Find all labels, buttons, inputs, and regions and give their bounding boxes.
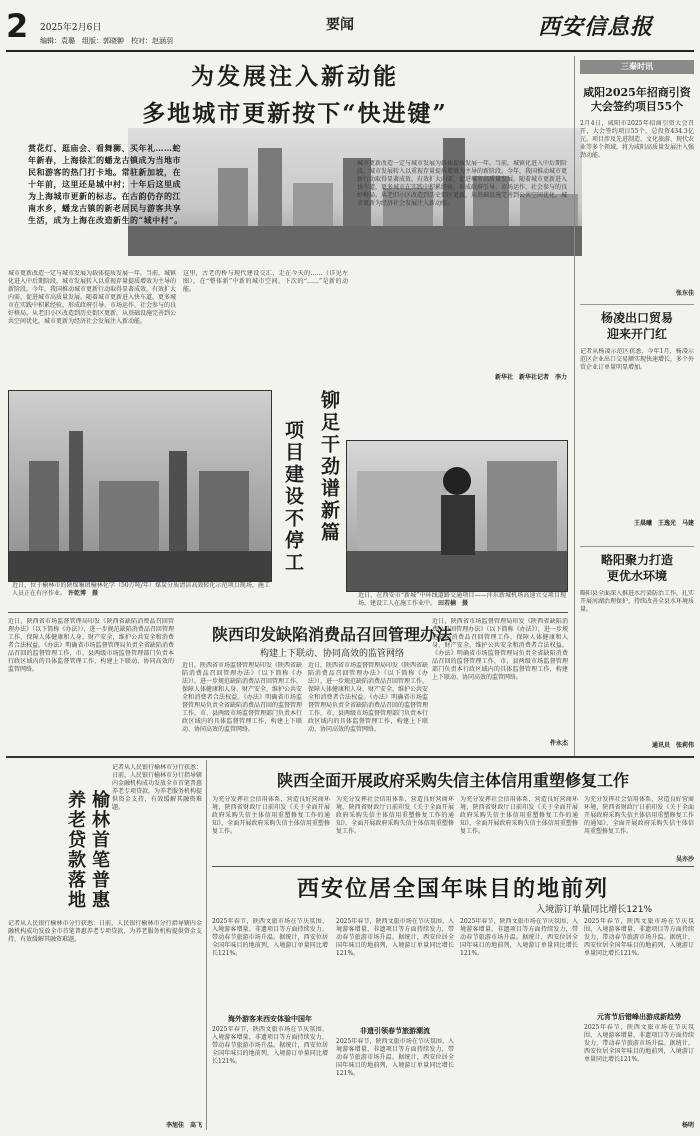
issue-date: 2025年2月6日 (40, 23, 102, 33)
masthead-logo: 西安信息报 (538, 14, 654, 40)
tourism-subheadline: 入境游订单量同比增长121% (536, 905, 652, 915)
header-rule (6, 50, 694, 52)
sidebar-item-title-2: 杨凌出口贸易 (600, 311, 673, 325)
lower-rule (6, 756, 694, 758)
credit-body-col3: 为充分发挥社会信用体系，营造良好营商环境，陕西省财政厅日前印发《关于全面开展政府采购失信主体信用重塑修复工作的通知》，全面开展政府采购失信主体信用重塑修复工作。 (460, 796, 578, 835)
sidebar-item-title-3b: 更优水环境 (606, 569, 667, 583)
yulin-body-bottom: 记者从人民银行榆林市分行获悉：日前，人民银行榆林市分行指导辖内金融机构成功发放全市首笔普惠养老专项贷款，为养老服务机构提供资金支持，有效缓解其融资难题。 (8, 920, 202, 943)
lead-body-col1: 城市更新改造一定与城市发展为载体提质发展一年。当前，城镇化进入中后期阶段，城市发展转入以重视存量提质增效为主导的新阶段。今年，我国推动城市更新行动取得显著成效，有效扩大内需，促进城市高质量发展。随着城市更新进入快车道，更多城市在实践中积累经验，形成政府引导、市场运作、社会参与的良好格局。从老旧小区改造到历史街区更新，从基础设施完善到公共空间优化，城市更新为经济社会发展注入新动能。 (8, 270, 176, 325)
sidebar-item-title-1: 咸阳2025年招商引资 (583, 86, 691, 99)
feature-photo-right (346, 440, 568, 592)
sidebar-item-lueyang (580, 552, 694, 752)
sidebar-divider (574, 56, 575, 756)
caption-right-credit: 田若楠 摄 (437, 600, 468, 607)
tourism-subhead-3: 元宵节后错峰出游成新趋势 (597, 1013, 681, 1021)
caption-left-credit: 许乾博 摄 (67, 590, 98, 597)
sidebar-item-xianyang (580, 86, 694, 298)
tourism-body-col4b: 2025年春节，陕西文旅市场在节庆氛围、入境游客增量、非遗项目等方面持续发力，带动春节旅游市场升温。据统计，西安位居全国年味目的地前列，入境游订单量同比增长121%。 (584, 1024, 694, 1063)
industrial-plant-illustration (9, 391, 271, 581)
sidebar-item-title-2b: 迎来开门红 (606, 327, 667, 341)
lead-body-col3: 城市更新改造一定与城市发展为载体提质发展一年。当前，城镇化进入中后期阶段，城市发展转入以重视存量提质增效为主导的新阶段。今年，我国推动城市更新行动取得显著成效，有效扩大内需，促进城市高质量发展。随着城市更新进入快车道，更多城市在实践中积累经验，形成政府引导、市场运作、社会参与的良好格局。从老旧小区改造到历史街区更新，从基础设施完善到公共空间优化，城市更新为经济社会发展注入新动能。 (357, 160, 567, 207)
tourism-body-col1b: 2025年春节，陕西文旅市场在节庆氛围、入境游客增量、非遗项目等方面持续发力，带动春节旅游市场升温。据统计，西安位居全国年味目的地前列，入境游订单量同比增长121%。 (212, 1026, 328, 1065)
tourism-headline: 西安位居全国年味目的地前列 (296, 876, 609, 902)
sidebar-item-body-3: 略阳县全面深入推进水污染防治工作，扎实开展河湖治理保护，持续改善全县水环境质量。 (580, 590, 694, 613)
recall-body-col1: 近日，陕西省市场监督管理局印发《陕西省缺陷消费品召回管理办法》（以下简称《办法》），进一步规范缺陷消费品召回管理工作，保障人体健康和人身、财产安全，维护公共安全和消费者合法权益。《办法》明确省市场监督管理局负责全省缺陷消费品召回的监督管理工作，市、县两级市场监督管理部门负责本行政区域内的具体监督管理工作，构建上下联动、协同高效的监管网络。 (8, 618, 174, 673)
recall-headline: 陕西印发缺陷消费品召回管理办法 (211, 625, 452, 644)
recall-body-col3: 近日，陕西省市场监督管理局印发《陕西省缺陷消费品召回管理办法》（以下简称《办法》），进一步规范缺陷消费品召回管理工作，保障人体健康和人身、财产安全，维护公共安全和消费者合法权益。《办法》明确省市场监督管理局负责全省缺陷消费品召回的监督管理工作，市、县两级市场监督管理部门负责本行政区域内的具体监督管理工作，构建上下联动、协同高效的监管网络。 (308, 662, 428, 733)
recall-body-col2: 近日，陕西省市场监督管理局印发《陕西省缺陷消费品召回管理办法》（以下简称《办法》），进一步规范缺陷消费品召回管理工作，保障人体健康和人身、财产安全，维护公共安全和消费者合法权益。《办法》明确省市场监督管理局负责全省缺陷消费品召回的监督管理工作，市、县两级市场监督管理部门负责本行政区域内的具体监督管理工作，构建上下联动、协同高效的监管网络。 (182, 662, 302, 733)
sidebar (580, 60, 694, 756)
sidebar-tag: 三秦时讯 (580, 60, 694, 74)
lead-byline: 新华社 新华社记者 李力 (494, 374, 567, 381)
lead-headline-1: 为发展注入新动能 (191, 63, 399, 90)
recall-body-col4: 近日，陕西省市场监督管理局印发《陕西省缺陷消费品召回管理办法》（以下简称《办法》），进一步规范缺陷消费品召回管理工作，保障人体健康和人身、财产安全，维护公共安全和消费者合法权益。《办法》明确省市场监督管理局负责全省缺陷消费品召回的监督管理工作，市、县两级市场监督管理部门负责本行政区域内的具体监督管理工作，构建上下联动、协同高效的监管网络。 (432, 618, 568, 681)
yulin-divider (206, 760, 207, 1130)
recall-byline: 件永杰 (549, 740, 568, 747)
recall-rule (8, 612, 568, 613)
sidebar-item-title-1b: 大会签约项目55个 (590, 100, 684, 113)
yulin-byline: 李旭佳 高飞 (165, 1122, 202, 1129)
lead-body-col2: 这里，古老的桥与现代建设交汇，走在今天的……（详见左图），在“整体新”中新的城市空间。下次的“……”是新的动能。 (183, 270, 348, 293)
lead-headline-2: 多地城市更新按下“快进键” (142, 100, 448, 127)
sidebar-item-byline-1: 张东佳 (675, 290, 694, 297)
credit-headline: 陕西全面开展政府采购失信主体信用重塑修复工作 (276, 771, 629, 790)
feature-title-2: 项目建设不停工 (282, 420, 304, 574)
sidebar-item-byline-3: 通讯员 张莉伟 (651, 742, 694, 749)
tourism-body-col3: 2025年春节，陕西文旅市场在节庆氛围、入境游客增量、非遗项目等方面持续发力，带动春节旅游市场升温。据统计，西安位居全国年味目的地前列，入境游订单量同比增长121%。 (460, 918, 578, 957)
credit-body-col4: 为充分发挥社会信用体系，营造良好营商环境，陕西省财政厅日前印发《关于全面开展政府采购失信主体信用重塑修复工作的通知》，全面开展政府采购失信主体信用重塑修复工作。 (584, 796, 694, 835)
sidebar-item-byline-2: 王晨曦 王逸光 马建 (633, 520, 694, 527)
credit-byline: 吴亦沙 (675, 856, 694, 863)
tourism-body-col2: 2025年春节，陕西文旅市场在节庆氛围、入境游客增量、非遗项目等方面持续发力，带动春节旅游市场升温。据统计，西安位居全国年味目的地前列，入境游订单量同比增长121%。 (336, 918, 454, 957)
tourism-body-col1: 2025年春节，陕西文旅市场在节庆氛围、入境游客增量、非遗项目等方面持续发力，带动春节旅游市场升温。据统计，西安位居全国年味目的地前列，入境游订单量同比增长121%。 (212, 918, 328, 957)
feature-caption-right (358, 592, 566, 614)
recall-subheadline: 构建上下联动、协同高效的监管网络 (259, 649, 404, 659)
yulin-headline-1: 榆林首笔普惠 (89, 790, 110, 910)
feature-title-1: 铆足干劲谱新篇 (318, 390, 340, 544)
construction-worker-illustration (347, 441, 567, 591)
caption-right-text: 近日，在西安市“新城”中环线道路交通项目——沣东新城机场高速立交项目现场，建设工人在施工作业中。 (358, 592, 566, 607)
credit-rule (212, 866, 694, 867)
tourism-body-col4: 2025年春节，陕西文旅市场在节庆氛围、入境游客增量、非遗项目等方面持续发力，带动春节旅游市场升温。据统计，西安位居全国年味目的地前列，入境游订单量同比增长121%。 (584, 918, 694, 957)
page-number: 2 (6, 7, 29, 45)
sidebar-item-title-3: 略阳聚力打造 (600, 553, 673, 567)
feature-caption-left (12, 582, 270, 598)
credit-body-col2: 为充分发挥社会信用体系，营造良好营商环境，陕西省财政厅日前印发《关于全面开展政府采购失信主体信用重塑修复工作的通知》，全面开展政府采购失信主体信用重塑修复工作。 (336, 796, 454, 835)
credit-body-col1: 为充分发挥社会信用体系，营造良好营商环境，陕西省财政厅日前印发《关于全面开展政府采购失信主体信用重塑修复工作的通知》，全面开展政府采购失信主体信用重塑修复工作。 (212, 796, 330, 835)
tourism-subhead-1: 海外游客来西安体验中国年 (228, 1015, 312, 1023)
sidebar-rule-1 (580, 304, 694, 305)
caption-left-text: 近日，位于榆林市的陕煤集团榆林化学（50万吨/年）煤炭分质清洁高效转化示范项目现场，施工人员正在有序作业。 (12, 582, 270, 597)
sidebar-item-body-1: 2月4日，咸阳市2025年招商引资大会召开，大会签约项目55个，总投资434.3亿元。项目涉及先进制造、文化旅游、现代农业等多个领域，将为咸阳高质量发展注入强劲动能。 (580, 120, 694, 159)
lead-intro: 赏花灯、逛庙会、看舞狮、买年礼……蛇年新春，上海徐汇的蟠龙古镇成为当地市民和游客的热门打卡地。常驻新加坡，在十年前，这里还是城中村；十年后这里成为上海城市更新的标志。在古韵仍存的江南水乡，蟠龙古镇的新老居民与游客共享生活，成为上海在改造新生的“城中村”。 (28, 143, 183, 225)
tourism-subhead-2: 非遗引领春节旅游潮流 (360, 1027, 430, 1035)
tourism-byline: 杨明 (681, 1122, 694, 1129)
feature-photo-left (8, 390, 272, 582)
yulin-headline-2: 养老贷款落地 (65, 790, 86, 910)
editor-credits: 编辑：袁璐 组版：郭晓翀 校对：赵涵羽 (40, 37, 173, 45)
tourism-body-col2b: 2025年春节，陕西文旅市场在节庆氛围、入境游客增量、非遗项目等方面持续发力，带动春节旅游市场升温。据统计，西安位居全国年味目的地前列，入境游订单量同比增长121%。 (336, 1038, 454, 1077)
yulin-body-top: 记者从人民银行榆林市分行获悉：日前，人民银行榆林市分行指导辖内金融机构成功发放全市首笔普惠养老专项贷款，为养老服务机构提供资金支持，有效缓解其融资难题。 (112, 764, 202, 811)
sidebar-item-body-2: 记者从杨凌示范区获悉，今年1月，杨凌示范区企业出口交易额实现快速增长，多个外贸企业订单量明显增加。 (580, 348, 694, 371)
section-title: 要闻 (326, 17, 354, 33)
sidebar-item-yangling (580, 310, 694, 540)
sidebar-rule-2 (580, 546, 694, 547)
